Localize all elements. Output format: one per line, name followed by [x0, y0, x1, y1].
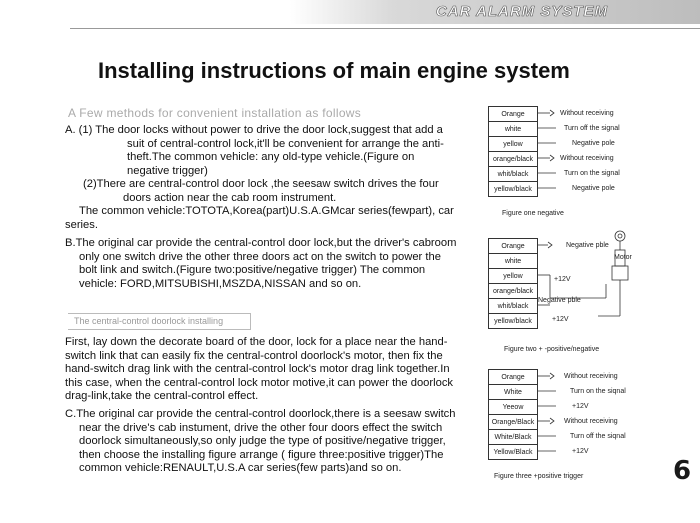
- figure-two-negative-label-2: Negative pble: [538, 297, 581, 304]
- wire-label: Orange: [489, 370, 538, 385]
- figure-three-label: Turn on the siqnal: [570, 388, 626, 395]
- figure-two: [488, 238, 668, 358]
- wire-label: yellow: [489, 269, 538, 284]
- figure-one-label: Turn on the signal: [564, 170, 620, 177]
- figure-three-label: +12V: [572, 403, 589, 410]
- section-a1-text: A. (1) The door locks without power to drive the door lock,suggest that add a suit of central-control lock,it'll be convenient for arrange the anti-theft.The common vehicle: any old-type vehicle.(Figure on negative trigger): [65, 124, 444, 177]
- section-first: [65, 336, 457, 404]
- wire-label: Yeeow: [489, 400, 538, 415]
- figure-one-label: Without receiving: [560, 155, 614, 162]
- section-c: [65, 408, 457, 476]
- figure-three: [488, 369, 668, 489]
- wire-label: White: [489, 385, 538, 400]
- figure-one-label: Turn off the signal: [564, 125, 620, 132]
- page-title: Installing instructions of main engine system: [98, 58, 570, 83]
- wire-label: yellow/black: [489, 182, 538, 197]
- figure-one-label: Without receiving: [560, 110, 614, 117]
- section-b: [65, 237, 457, 291]
- figure-one-label: Negative pole: [572, 140, 615, 147]
- page-subtitle: A Few methods for convenient installation as follows: [68, 106, 362, 120]
- figure-two-negative-label: Negative pble: [566, 242, 609, 249]
- figure-two-caption: Figure two + -positive/negative: [504, 346, 600, 353]
- installing-box-label: The central-control doorlock installing: [68, 313, 251, 330]
- section-first-text: First, lay down the decorate board of the door, lock for a place near the hand-switch link that can easily fix the central-control doorlock's motor, then fix the hand-switch drag link with the central-control lock's motor drag link together.In this case, when the central-control lock motor motive,it can power the doorlock drag-link,take the central-control effect.: [65, 336, 454, 402]
- wire-label: white: [489, 254, 538, 269]
- wire-label: whit/black: [489, 299, 538, 314]
- figure-one-label: Negative pole: [572, 185, 615, 192]
- wire-label: Orange/Black: [489, 415, 538, 430]
- wire-label: Orange: [489, 239, 538, 254]
- wire-label: orange/black: [489, 152, 538, 167]
- page-number: 6: [673, 456, 692, 486]
- figure-three-label: Without receiving: [564, 418, 618, 425]
- header-divider: [70, 28, 700, 29]
- wire-label: Yellow/Black: [489, 445, 538, 460]
- figure-three-label: +12V: [572, 448, 589, 455]
- figure-three-label: Turn off the siqnal: [570, 433, 626, 440]
- section-a2-text: (2)There are central-control door lock ,the seesaw switch drives the four doors action near the cab room instrument.: [83, 178, 439, 204]
- figure-one-wire-table: [488, 106, 538, 197]
- figure-one-wires: [538, 106, 558, 198]
- section-a1: [65, 124, 457, 232]
- figure-three-label: Without receiving: [564, 373, 618, 380]
- wire-label: yellow/black: [489, 314, 538, 329]
- wire-label: white: [489, 122, 538, 137]
- figure-two-motor-label: Motor: [614, 254, 632, 261]
- figure-two-wire-table: [488, 238, 538, 329]
- figure-three-wires: [538, 369, 562, 461]
- figure-two-plus12v-label-2: +12V: [552, 316, 569, 323]
- figure-one-caption: Figure one negative: [502, 210, 564, 217]
- figure-one: [488, 106, 668, 224]
- figure-three-wire-table: [488, 369, 538, 460]
- figure-two-plus12v-label: +12V: [554, 276, 571, 283]
- wire-label: whit/black: [489, 167, 538, 182]
- header-title: CAR ALARM SYSTEM: [435, 3, 608, 20]
- wire-label: orange/black: [489, 284, 538, 299]
- section-a3-text: The common vehicle:TOTOTA,Korea(part)U.S.A.GMcar series(fewpart), car series.: [65, 205, 454, 231]
- figure-three-caption: Figure three +positive trigger: [494, 473, 584, 480]
- wire-label: White/Black: [489, 430, 538, 445]
- section-c-text: C.The original car provide the central-control doorlock,there is a seesaw switch near the drive's cab instument, drive the other four doors effect the switch doorlock simultaneously,so only judge the type of positive/negative trigger, then choose the installing figure arrange ( figure three:positive trigger)The common vehicle:RENAULT,U.S.A car series(few parts)and so on.: [65, 408, 456, 474]
- wire-label: yellow: [489, 137, 538, 152]
- wire-label: Orange: [489, 107, 538, 122]
- section-b-text: B.The original car provide the central-control door lock,but the driver's cabroom only one switch drive the other three doors act on the switch to power the bolt link and switch.(Figure two:positive/negative trigger) The common vehicle: FORD,MITSUBISHI,MSZDA,NISSAN and so on.: [65, 237, 457, 290]
